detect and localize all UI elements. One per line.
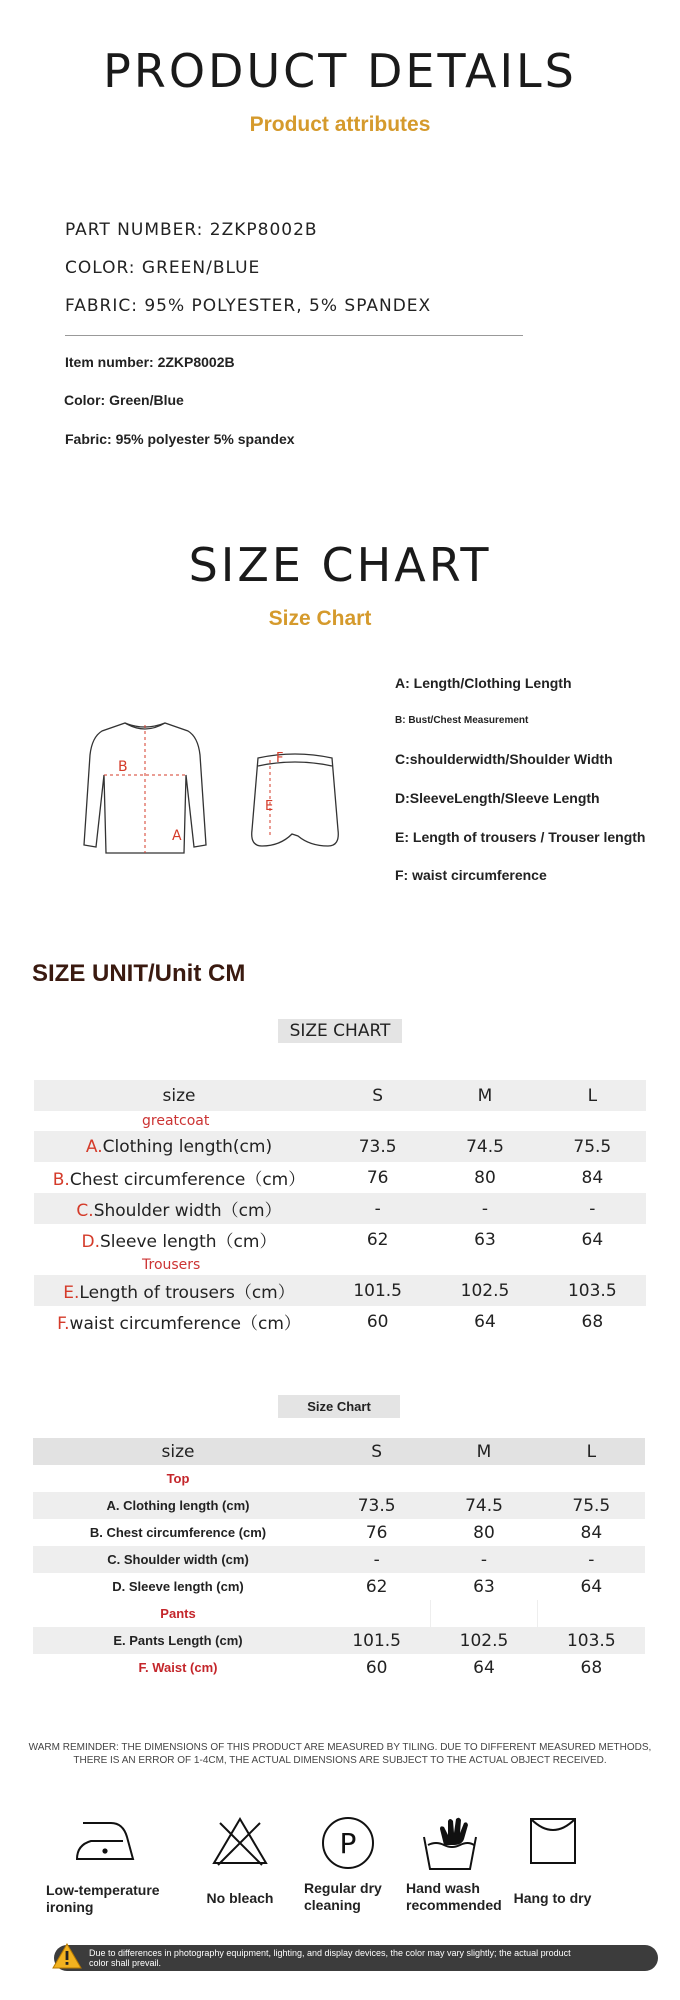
attr-color: COLOR: GREEN/BLUE — [65, 258, 261, 278]
legend-a: A: Length/Clothing Length — [395, 675, 572, 691]
diagram-label-f: F — [276, 751, 284, 766]
table2-header-s: S — [323, 1438, 430, 1465]
legend-e: E: Length of trousers / Trouser length — [395, 829, 646, 845]
item-number: Item number: 2ZKP8002B — [65, 354, 235, 370]
item-color: Color: Green/Blue — [64, 392, 184, 408]
table1-header-s: S — [324, 1080, 431, 1111]
table1-caption: SIZE CHART — [278, 1019, 402, 1043]
product-details-title: PRODUCT DETAILS — [103, 44, 577, 98]
table2-header-size: size — [33, 1438, 323, 1465]
table1-header-l: L — [539, 1080, 646, 1111]
care-hand-wash: Hand wash recommended — [400, 1815, 500, 1914]
table1-section-greatcoat: greatcoat — [34, 1111, 646, 1131]
attr-fabric: FABRIC: 95% POLYESTER, 5% SPANDEX — [65, 296, 432, 316]
color-notice-bar — [54, 1945, 658, 1971]
table2-section-top: Top — [166, 1471, 190, 1486]
notice-text: Due to differences in photography equipment, lighting, and display devices, the color may vary slightly; the actual product color shall prevail. — [89, 1948, 571, 1968]
table-row: F. Waist (cm) 60 64 68 — [138, 1657, 603, 1678]
size-unit-heading: SIZE UNIT/Unit CM — [32, 960, 246, 987]
size-chart-title: SIZE CHART — [188, 538, 492, 592]
table2-caption: Size Chart — [278, 1395, 400, 1418]
care-dry-clean: P Regular dry cleaning — [298, 1815, 398, 1914]
table-row: D. Sleeve length (cm) 62 63 64 — [112, 1576, 603, 1597]
table-row: E. Pants Length (cm) 101.5 102.5 103.5 — [33, 1627, 645, 1654]
divider — [65, 335, 523, 336]
table2-header-l: L — [538, 1438, 645, 1465]
diagram-label-a: A — [172, 828, 182, 844]
diagram-label-b: B — [118, 759, 128, 775]
care-iron: Low-temperature ironing — [38, 1815, 173, 1916]
legend-f: F: waist circumference — [395, 867, 547, 883]
table-row: A. Clothing length (cm) 73.5 74.5 75.5 — [33, 1492, 645, 1519]
size-table-2 — [33, 1438, 645, 1681]
diagram-label-e: E — [265, 799, 274, 814]
product-attributes-subtitle: Product attributes — [249, 113, 431, 136]
table2-header-m: M — [430, 1438, 537, 1465]
table1-section-trousers: Trousers — [34, 1255, 646, 1275]
table-row: A.Clothing length(cm) 73.5 74.5 75.5 — [34, 1131, 646, 1162]
iron-icon — [71, 1815, 141, 1865]
table-row: E.Length of trousers（cm） 101.5 102.5 103.5 — [34, 1275, 646, 1306]
table1-header-m: M — [431, 1080, 538, 1111]
size-chart-subtitle: Size Chart — [268, 607, 372, 630]
no-bleach-icon — [210, 1815, 270, 1867]
size-table-1 — [34, 1080, 646, 1337]
table-row: F.waist circumference（cm） 60 64 68 — [57, 1311, 604, 1334]
table-row: D.Sleeve length（cm） 62 63 64 — [81, 1229, 604, 1252]
table2-header-row — [33, 1438, 645, 1465]
shirt-diagram — [80, 715, 210, 860]
shorts-diagram — [240, 748, 350, 858]
warning-icon — [52, 1943, 82, 1969]
table2-section-pants: Pants — [160, 1606, 196, 1621]
table1-header-row — [34, 1080, 646, 1111]
table-row: B.Chest circumference（cm） 76 80 84 — [52, 1167, 604, 1190]
svg-text:P: P — [339, 1827, 357, 1860]
table-row: C. Shoulder width (cm) - - - — [33, 1546, 645, 1573]
warm-reminder: WARM REMINDER: THE DIMENSIONS OF THIS PRODUCT ARE MEASURED BY TILING. DUE TO DIFFERENT MEASURED METHODS, THERE IS AN ERROR OF 1-4CM, THE ACTUAL DIMENSIONS ARE SUBJECT TO THE ACTUAL OBJECT RECEIVED. — [28, 1742, 652, 1766]
legend-d: D:SleeveLength/Sleeve Length — [395, 790, 600, 806]
attr-part-number: PART NUMBER: 2ZKP8002B — [65, 220, 318, 240]
hang-dry-icon — [525, 1815, 581, 1867]
dry-clean-icon — [320, 1815, 376, 1871]
table1-header-size: size — [34, 1080, 324, 1111]
legend-c: C:shoulderwidth/Shoulder Width — [395, 751, 613, 767]
table-row: B. Chest circumference (cm) 76 80 84 — [89, 1522, 603, 1543]
table-row: C.Shoulder width（cm） - - - — [34, 1193, 646, 1224]
hand-wash-icon — [418, 1815, 482, 1873]
care-hang-dry: Hang to dry — [505, 1815, 600, 1907]
care-no-bleach: No bleach — [190, 1815, 290, 1907]
legend-b: B: Bust/Chest Measurement — [395, 715, 529, 726]
item-fabric: Fabric: 95% polyester 5% spandex — [65, 431, 295, 447]
